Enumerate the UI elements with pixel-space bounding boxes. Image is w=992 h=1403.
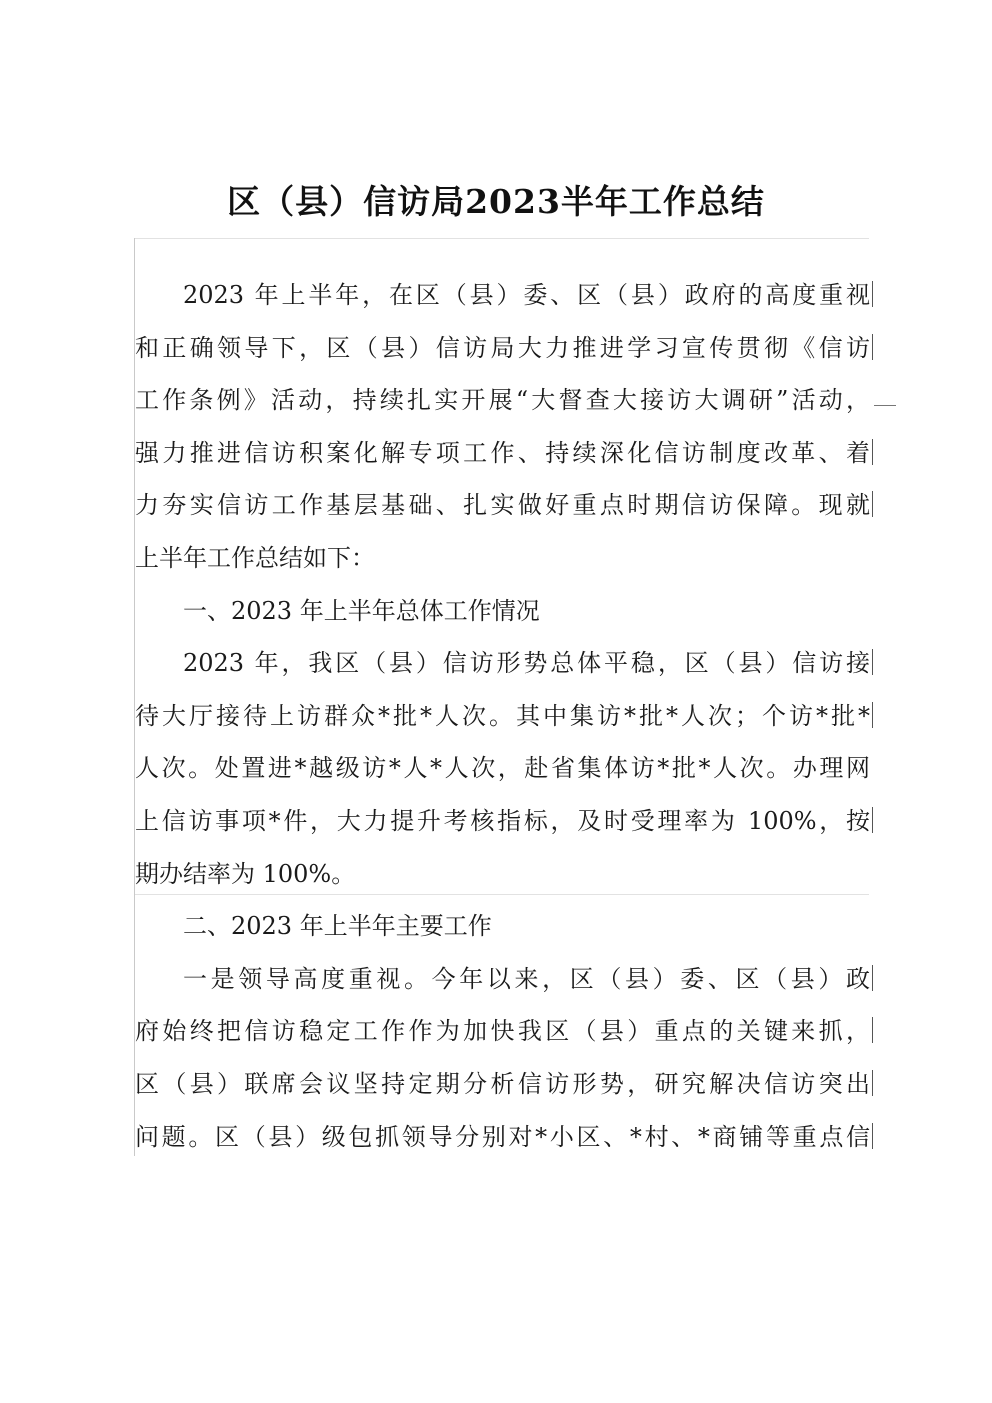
margin-mark (874, 405, 896, 406)
paragraph-line (135, 269, 870, 321)
line-text: 2023 年，我区（县）信访形势总体平稳，区（县）信访接 (183, 649, 870, 678)
paragraph-line (135, 1005, 870, 1057)
line-text: 待大厅接待上访群众*批*人次。其中集访*批*人次；个访*批* (135, 701, 870, 730)
paragraph-line (135, 532, 870, 584)
line-text: 一是领导高度重视。今年以来，区（县）委、区（县）政 (183, 964, 870, 993)
line-text: 强力推进信访积案化解专项工作、持续深化信访制度改革、着 (135, 438, 870, 467)
margin-mark (872, 439, 873, 465)
paragraph-line (135, 322, 870, 374)
paragraph-line (135, 1111, 870, 1163)
line-text: 力夯实信访工作基层基础、扎实做好重点时期信访保障。现就 (135, 491, 870, 520)
paragraph-line (135, 742, 870, 794)
line-text: 一、2023 年上半年总体工作情况 (183, 596, 540, 625)
document-body (134, 238, 870, 1156)
margin-mark (872, 1070, 873, 1096)
line-text: 问题。区（县）级包抓领导分别对*小区、*村、*商铺等重点信 (135, 1122, 870, 1151)
paragraph-line (135, 953, 870, 1005)
margin-mark (872, 1123, 873, 1149)
line-text: 和正确领导下，区（县）信访局大力推进学习宣传贯彻《信访 (135, 333, 870, 362)
line-text: 二、2023 年上半年主要工作 (183, 912, 492, 941)
section-heading (135, 585, 870, 637)
line-text: 工作条例》活动，持续扎实开展“大督查大接访大调研”活动， (135, 386, 870, 415)
margin-mark (872, 1017, 873, 1043)
line-text: 上半年工作总结如下： (135, 544, 375, 572)
line-text: 期办结率为 100%。 (135, 859, 356, 888)
line-text: 2023 年上半年，在区（县）委、区（县）政府的高度重视 (183, 281, 870, 309)
paragraph-line (135, 374, 870, 426)
section-heading (135, 900, 870, 952)
line-text: 人次。处置进*越级访*人*人次，赴省集体访*批*人次。办理网 (135, 754, 870, 783)
paragraph-line (135, 848, 870, 900)
paragraph-line (135, 690, 870, 742)
paragraph-line (135, 479, 870, 531)
paragraph-line (135, 637, 870, 689)
paragraph-line (135, 427, 870, 479)
margin-mark (872, 965, 873, 991)
line-text: 上信访事项*件，大力提升考核指标，及时受理率为 100%，按 (135, 807, 870, 835)
margin-mark (872, 649, 873, 675)
margin-mark (872, 702, 873, 728)
margin-mark (872, 334, 873, 360)
line-text: 府始终把信访稳定工作作为加快我区（县）重点的关键来抓， (135, 1017, 870, 1046)
margin-mark (872, 491, 873, 517)
paragraph-line (135, 1058, 870, 1110)
line-text: 区（县）联席会议坚持定期分析信访形势，研究解决信访突出 (135, 1070, 870, 1098)
document-title: 区（县）信访局2023半年工作总结 (227, 182, 765, 221)
paragraph-line (135, 795, 870, 847)
margin-mark (872, 807, 873, 833)
margin-mark (872, 281, 873, 307)
